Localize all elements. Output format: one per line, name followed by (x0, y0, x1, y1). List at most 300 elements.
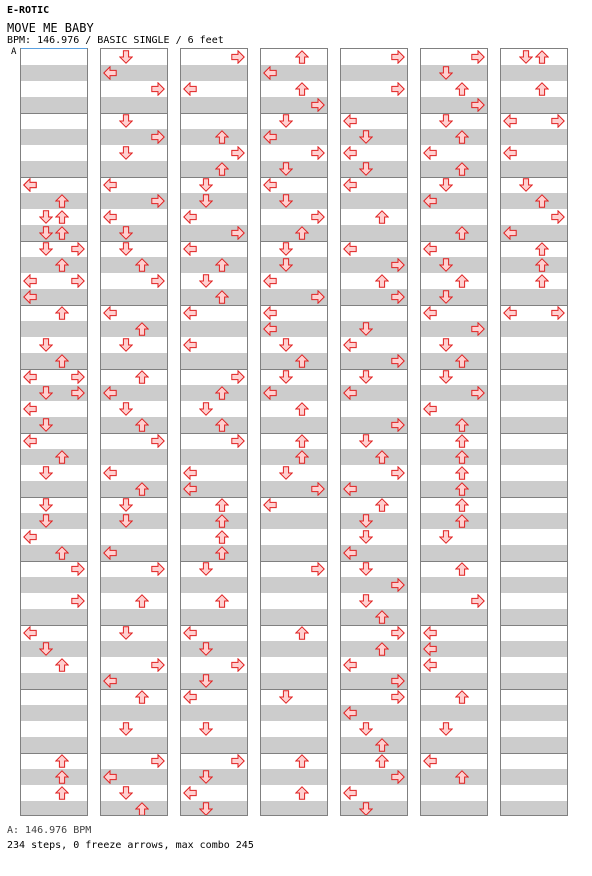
up-arrow-icon (455, 690, 469, 704)
down-arrow-icon (439, 530, 453, 544)
beat-band (101, 609, 167, 625)
down-arrow-icon (279, 194, 293, 208)
left-arrow-icon (23, 626, 37, 640)
beat-band (21, 801, 87, 816)
right-arrow-icon (311, 562, 325, 576)
beat-band (21, 737, 87, 753)
left-arrow-icon (343, 386, 357, 400)
beat-band (341, 225, 407, 241)
beat-band (501, 609, 567, 625)
beat-band (341, 449, 407, 465)
beat-band (341, 609, 407, 625)
up-arrow-icon (455, 434, 469, 448)
beat-band (341, 513, 407, 529)
right-arrow-icon (231, 50, 245, 64)
up-arrow-icon (135, 802, 149, 816)
left-arrow-icon (343, 146, 357, 160)
up-arrow-icon (375, 610, 389, 624)
right-arrow-icon (471, 98, 485, 112)
beat-band (261, 737, 327, 753)
beat-band (181, 161, 247, 177)
beat-band (181, 609, 247, 625)
right-arrow-icon (471, 386, 485, 400)
right-arrow-icon (71, 274, 85, 288)
measure (261, 753, 327, 816)
down-arrow-icon (119, 498, 133, 512)
right-arrow-icon (71, 562, 85, 576)
chart-column (100, 48, 168, 816)
down-arrow-icon (119, 626, 133, 640)
up-arrow-icon (55, 786, 69, 800)
beat-band (501, 641, 567, 657)
right-arrow-icon (151, 274, 165, 288)
beat-band (181, 65, 247, 81)
beat-band (501, 257, 567, 273)
beat-band (421, 673, 487, 689)
beat-band (501, 513, 567, 529)
beat-band (181, 257, 247, 273)
beat-band (21, 257, 87, 273)
beat-band (21, 609, 87, 625)
up-arrow-icon (215, 386, 229, 400)
up-arrow-icon (55, 658, 69, 672)
beat-band (21, 225, 87, 241)
beat-band (181, 769, 247, 785)
left-arrow-icon (263, 66, 277, 80)
beat-band (21, 161, 87, 177)
right-arrow-icon (391, 290, 405, 304)
measure (181, 497, 247, 561)
beat-band (341, 97, 407, 113)
beat-band (501, 705, 567, 721)
beat-band (501, 769, 567, 785)
song-title: MOVE ME BABY (7, 21, 94, 35)
beat-band (181, 705, 247, 721)
beat-band (261, 353, 327, 369)
left-arrow-icon (183, 338, 197, 352)
left-arrow-icon (263, 498, 277, 512)
up-arrow-icon (295, 402, 309, 416)
left-arrow-icon (503, 226, 517, 240)
left-arrow-icon (263, 322, 277, 336)
up-arrow-icon (295, 450, 309, 464)
beat-band (181, 577, 247, 593)
up-arrow-icon (135, 418, 149, 432)
measure (501, 497, 567, 561)
measure (341, 753, 407, 816)
up-arrow-icon (455, 498, 469, 512)
beat-band (261, 705, 327, 721)
chart-column (340, 48, 408, 816)
right-arrow-icon (151, 754, 165, 768)
left-arrow-icon (183, 306, 197, 320)
left-arrow-icon (343, 338, 357, 352)
beat-band (421, 769, 487, 785)
up-arrow-icon (455, 226, 469, 240)
beat-band (421, 705, 487, 721)
right-arrow-icon (391, 578, 405, 592)
measure (181, 113, 247, 177)
down-arrow-icon (279, 162, 293, 176)
left-arrow-icon (343, 546, 357, 560)
beat-band (501, 385, 567, 401)
down-arrow-icon (279, 370, 293, 384)
up-arrow-icon (455, 514, 469, 528)
beat-band (101, 449, 167, 465)
measure (261, 369, 327, 433)
beat-band (181, 129, 247, 145)
left-arrow-icon (23, 434, 37, 448)
down-arrow-icon (199, 802, 213, 816)
left-arrow-icon (423, 754, 437, 768)
beat-band (421, 65, 487, 81)
beat-band (261, 801, 327, 816)
down-arrow-icon (199, 274, 213, 288)
measure (341, 561, 407, 625)
measure (421, 497, 487, 561)
beat-band (21, 705, 87, 721)
up-arrow-icon (375, 450, 389, 464)
up-arrow-icon (215, 130, 229, 144)
measure (21, 113, 87, 177)
left-arrow-icon (423, 306, 437, 320)
left-arrow-icon (263, 274, 277, 288)
beat-band (181, 417, 247, 433)
beat-band (21, 65, 87, 81)
down-arrow-icon (439, 338, 453, 352)
beat-band (181, 385, 247, 401)
measure (261, 625, 327, 689)
left-arrow-icon (103, 466, 117, 480)
left-arrow-icon (23, 274, 37, 288)
beat-band (181, 289, 247, 305)
down-arrow-icon (199, 770, 213, 784)
beat-band (21, 641, 87, 657)
down-arrow-icon (359, 370, 373, 384)
beat-band (21, 97, 87, 113)
right-arrow-icon (231, 658, 245, 672)
beat-band (21, 321, 87, 337)
up-arrow-icon (215, 498, 229, 512)
chart-column (180, 48, 248, 816)
beat-band (501, 673, 567, 689)
measure (101, 113, 167, 177)
left-arrow-icon (343, 242, 357, 256)
beat-band (421, 449, 487, 465)
beat-band (21, 129, 87, 145)
beat-band (181, 193, 247, 209)
beat-band (421, 161, 487, 177)
beat-band (181, 321, 247, 337)
down-arrow-icon (279, 258, 293, 272)
up-arrow-icon (535, 50, 549, 64)
left-arrow-icon (103, 306, 117, 320)
beat-band (341, 161, 407, 177)
up-arrow-icon (135, 322, 149, 336)
down-arrow-icon (439, 290, 453, 304)
beat-band (501, 97, 567, 113)
right-arrow-icon (231, 434, 245, 448)
beat-band (101, 225, 167, 241)
beat-band (21, 577, 87, 593)
beat-band (101, 417, 167, 433)
footer-bpm: A: 146.976 BPM (7, 825, 92, 836)
down-arrow-icon (119, 402, 133, 416)
down-arrow-icon (359, 514, 373, 528)
up-arrow-icon (55, 770, 69, 784)
right-arrow-icon (551, 210, 565, 224)
up-arrow-icon (55, 354, 69, 368)
down-arrow-icon (439, 370, 453, 384)
beat-band (341, 129, 407, 145)
down-arrow-icon (119, 338, 133, 352)
right-arrow-icon (311, 210, 325, 224)
down-arrow-icon (359, 562, 373, 576)
right-arrow-icon (231, 370, 245, 384)
right-arrow-icon (71, 370, 85, 384)
down-arrow-icon (359, 162, 373, 176)
beat-band (21, 353, 87, 369)
beat-band (341, 321, 407, 337)
beat-band (101, 737, 167, 753)
left-arrow-icon (503, 146, 517, 160)
right-arrow-icon (151, 434, 165, 448)
up-arrow-icon (135, 690, 149, 704)
beat-band (181, 801, 247, 816)
left-arrow-icon (103, 66, 117, 80)
beat-band (101, 801, 167, 816)
left-arrow-icon (423, 146, 437, 160)
down-arrow-icon (439, 178, 453, 192)
beat-band (181, 449, 247, 465)
left-arrow-icon (263, 130, 277, 144)
down-arrow-icon (119, 786, 133, 800)
beat-band (421, 513, 487, 529)
down-arrow-icon (199, 194, 213, 208)
beat-band (261, 673, 327, 689)
right-arrow-icon (391, 354, 405, 368)
up-arrow-icon (375, 754, 389, 768)
measure (501, 241, 567, 305)
left-arrow-icon (23, 290, 37, 304)
left-arrow-icon (183, 786, 197, 800)
chart-meta: BPM: 146.976 / BASIC SINGLE / 6 feet (7, 35, 224, 46)
footer-stats: 234 steps, 0 freeze arrows, max combo 245 (7, 840, 254, 851)
beat-band (501, 321, 567, 337)
beat-band (261, 769, 327, 785)
up-arrow-icon (375, 738, 389, 752)
measure (421, 113, 487, 177)
down-arrow-icon (279, 690, 293, 704)
measure (261, 689, 327, 753)
up-arrow-icon (295, 434, 309, 448)
beat-band (101, 161, 167, 177)
left-arrow-icon (23, 530, 37, 544)
right-arrow-icon (151, 562, 165, 576)
left-arrow-icon (343, 786, 357, 800)
down-arrow-icon (359, 322, 373, 336)
right-arrow-icon (311, 146, 325, 160)
up-arrow-icon (455, 466, 469, 480)
down-arrow-icon (39, 642, 53, 656)
down-arrow-icon (279, 466, 293, 480)
beat-band (501, 417, 567, 433)
left-arrow-icon (23, 402, 37, 416)
measure (421, 369, 487, 433)
beat-band (101, 321, 167, 337)
up-arrow-icon (375, 274, 389, 288)
beat-band (101, 97, 167, 113)
beat-band (421, 481, 487, 497)
section-marker-line (21, 48, 87, 49)
left-arrow-icon (263, 386, 277, 400)
left-arrow-icon (23, 370, 37, 384)
left-arrow-icon (103, 674, 117, 688)
beat-band (101, 353, 167, 369)
beat-band (181, 545, 247, 561)
down-arrow-icon (119, 146, 133, 160)
up-arrow-icon (215, 258, 229, 272)
right-arrow-icon (151, 194, 165, 208)
left-arrow-icon (343, 114, 357, 128)
down-arrow-icon (199, 642, 213, 656)
beat-band (101, 289, 167, 305)
up-arrow-icon (215, 530, 229, 544)
beat-band (181, 353, 247, 369)
right-arrow-icon (471, 322, 485, 336)
up-arrow-icon (455, 562, 469, 576)
measure (421, 689, 487, 753)
up-arrow-icon (55, 210, 69, 224)
measure (421, 433, 487, 497)
measure (501, 49, 567, 113)
chart-column (260, 48, 328, 816)
right-arrow-icon (151, 82, 165, 96)
beat-band (421, 225, 487, 241)
left-arrow-icon (423, 194, 437, 208)
up-arrow-icon (535, 274, 549, 288)
beat-band (101, 577, 167, 593)
left-arrow-icon (503, 306, 517, 320)
right-arrow-icon (71, 386, 85, 400)
up-arrow-icon (455, 130, 469, 144)
up-arrow-icon (215, 418, 229, 432)
up-arrow-icon (55, 546, 69, 560)
up-arrow-icon (455, 82, 469, 96)
chart-column (420, 48, 488, 816)
right-arrow-icon (391, 258, 405, 272)
down-arrow-icon (279, 242, 293, 256)
down-arrow-icon (519, 178, 533, 192)
down-arrow-icon (199, 178, 213, 192)
right-arrow-icon (231, 226, 245, 240)
down-arrow-icon (199, 722, 213, 736)
down-arrow-icon (199, 562, 213, 576)
up-arrow-icon (535, 82, 549, 96)
beat-band (181, 513, 247, 529)
down-arrow-icon (439, 66, 453, 80)
right-arrow-icon (231, 754, 245, 768)
measure (501, 625, 567, 689)
beat-band (421, 801, 487, 816)
beat-band (261, 609, 327, 625)
up-arrow-icon (535, 258, 549, 272)
left-arrow-icon (103, 770, 117, 784)
up-arrow-icon (55, 258, 69, 272)
beat-band (21, 673, 87, 689)
beat-band (181, 641, 247, 657)
beat-band (261, 545, 327, 561)
measure (261, 113, 327, 177)
right-arrow-icon (311, 98, 325, 112)
left-arrow-icon (423, 626, 437, 640)
right-arrow-icon (471, 594, 485, 608)
up-arrow-icon (455, 274, 469, 288)
up-arrow-icon (295, 226, 309, 240)
up-arrow-icon (295, 82, 309, 96)
measure (501, 369, 567, 433)
down-arrow-icon (119, 242, 133, 256)
down-arrow-icon (39, 242, 53, 256)
left-arrow-icon (183, 482, 197, 496)
measure (21, 49, 87, 113)
beat-band (501, 545, 567, 561)
up-arrow-icon (455, 770, 469, 784)
section-marker: A (11, 47, 17, 57)
left-arrow-icon (183, 242, 197, 256)
beat-band (501, 193, 567, 209)
down-arrow-icon (39, 210, 53, 224)
up-arrow-icon (295, 786, 309, 800)
up-arrow-icon (455, 162, 469, 176)
left-arrow-icon (343, 482, 357, 496)
down-arrow-icon (119, 226, 133, 240)
down-arrow-icon (39, 386, 53, 400)
down-arrow-icon (359, 594, 373, 608)
left-arrow-icon (423, 658, 437, 672)
beat-band (261, 577, 327, 593)
up-arrow-icon (215, 290, 229, 304)
beat-band (501, 449, 567, 465)
beat-band (341, 65, 407, 81)
down-arrow-icon (119, 114, 133, 128)
down-arrow-icon (39, 498, 53, 512)
left-arrow-icon (423, 642, 437, 656)
beat-band (341, 737, 407, 753)
left-arrow-icon (103, 210, 117, 224)
up-arrow-icon (55, 754, 69, 768)
beat-band (21, 513, 87, 529)
beat-band (501, 737, 567, 753)
down-arrow-icon (519, 50, 533, 64)
measure (101, 49, 167, 113)
down-arrow-icon (279, 114, 293, 128)
right-arrow-icon (391, 674, 405, 688)
up-arrow-icon (375, 642, 389, 656)
down-arrow-icon (279, 338, 293, 352)
beat-band (261, 513, 327, 529)
measure (21, 497, 87, 561)
chart-column (500, 48, 568, 816)
beat-band (21, 769, 87, 785)
down-arrow-icon (39, 514, 53, 528)
right-arrow-icon (311, 290, 325, 304)
down-arrow-icon (359, 722, 373, 736)
right-arrow-icon (391, 466, 405, 480)
down-arrow-icon (119, 50, 133, 64)
beat-band (101, 705, 167, 721)
down-arrow-icon (39, 338, 53, 352)
